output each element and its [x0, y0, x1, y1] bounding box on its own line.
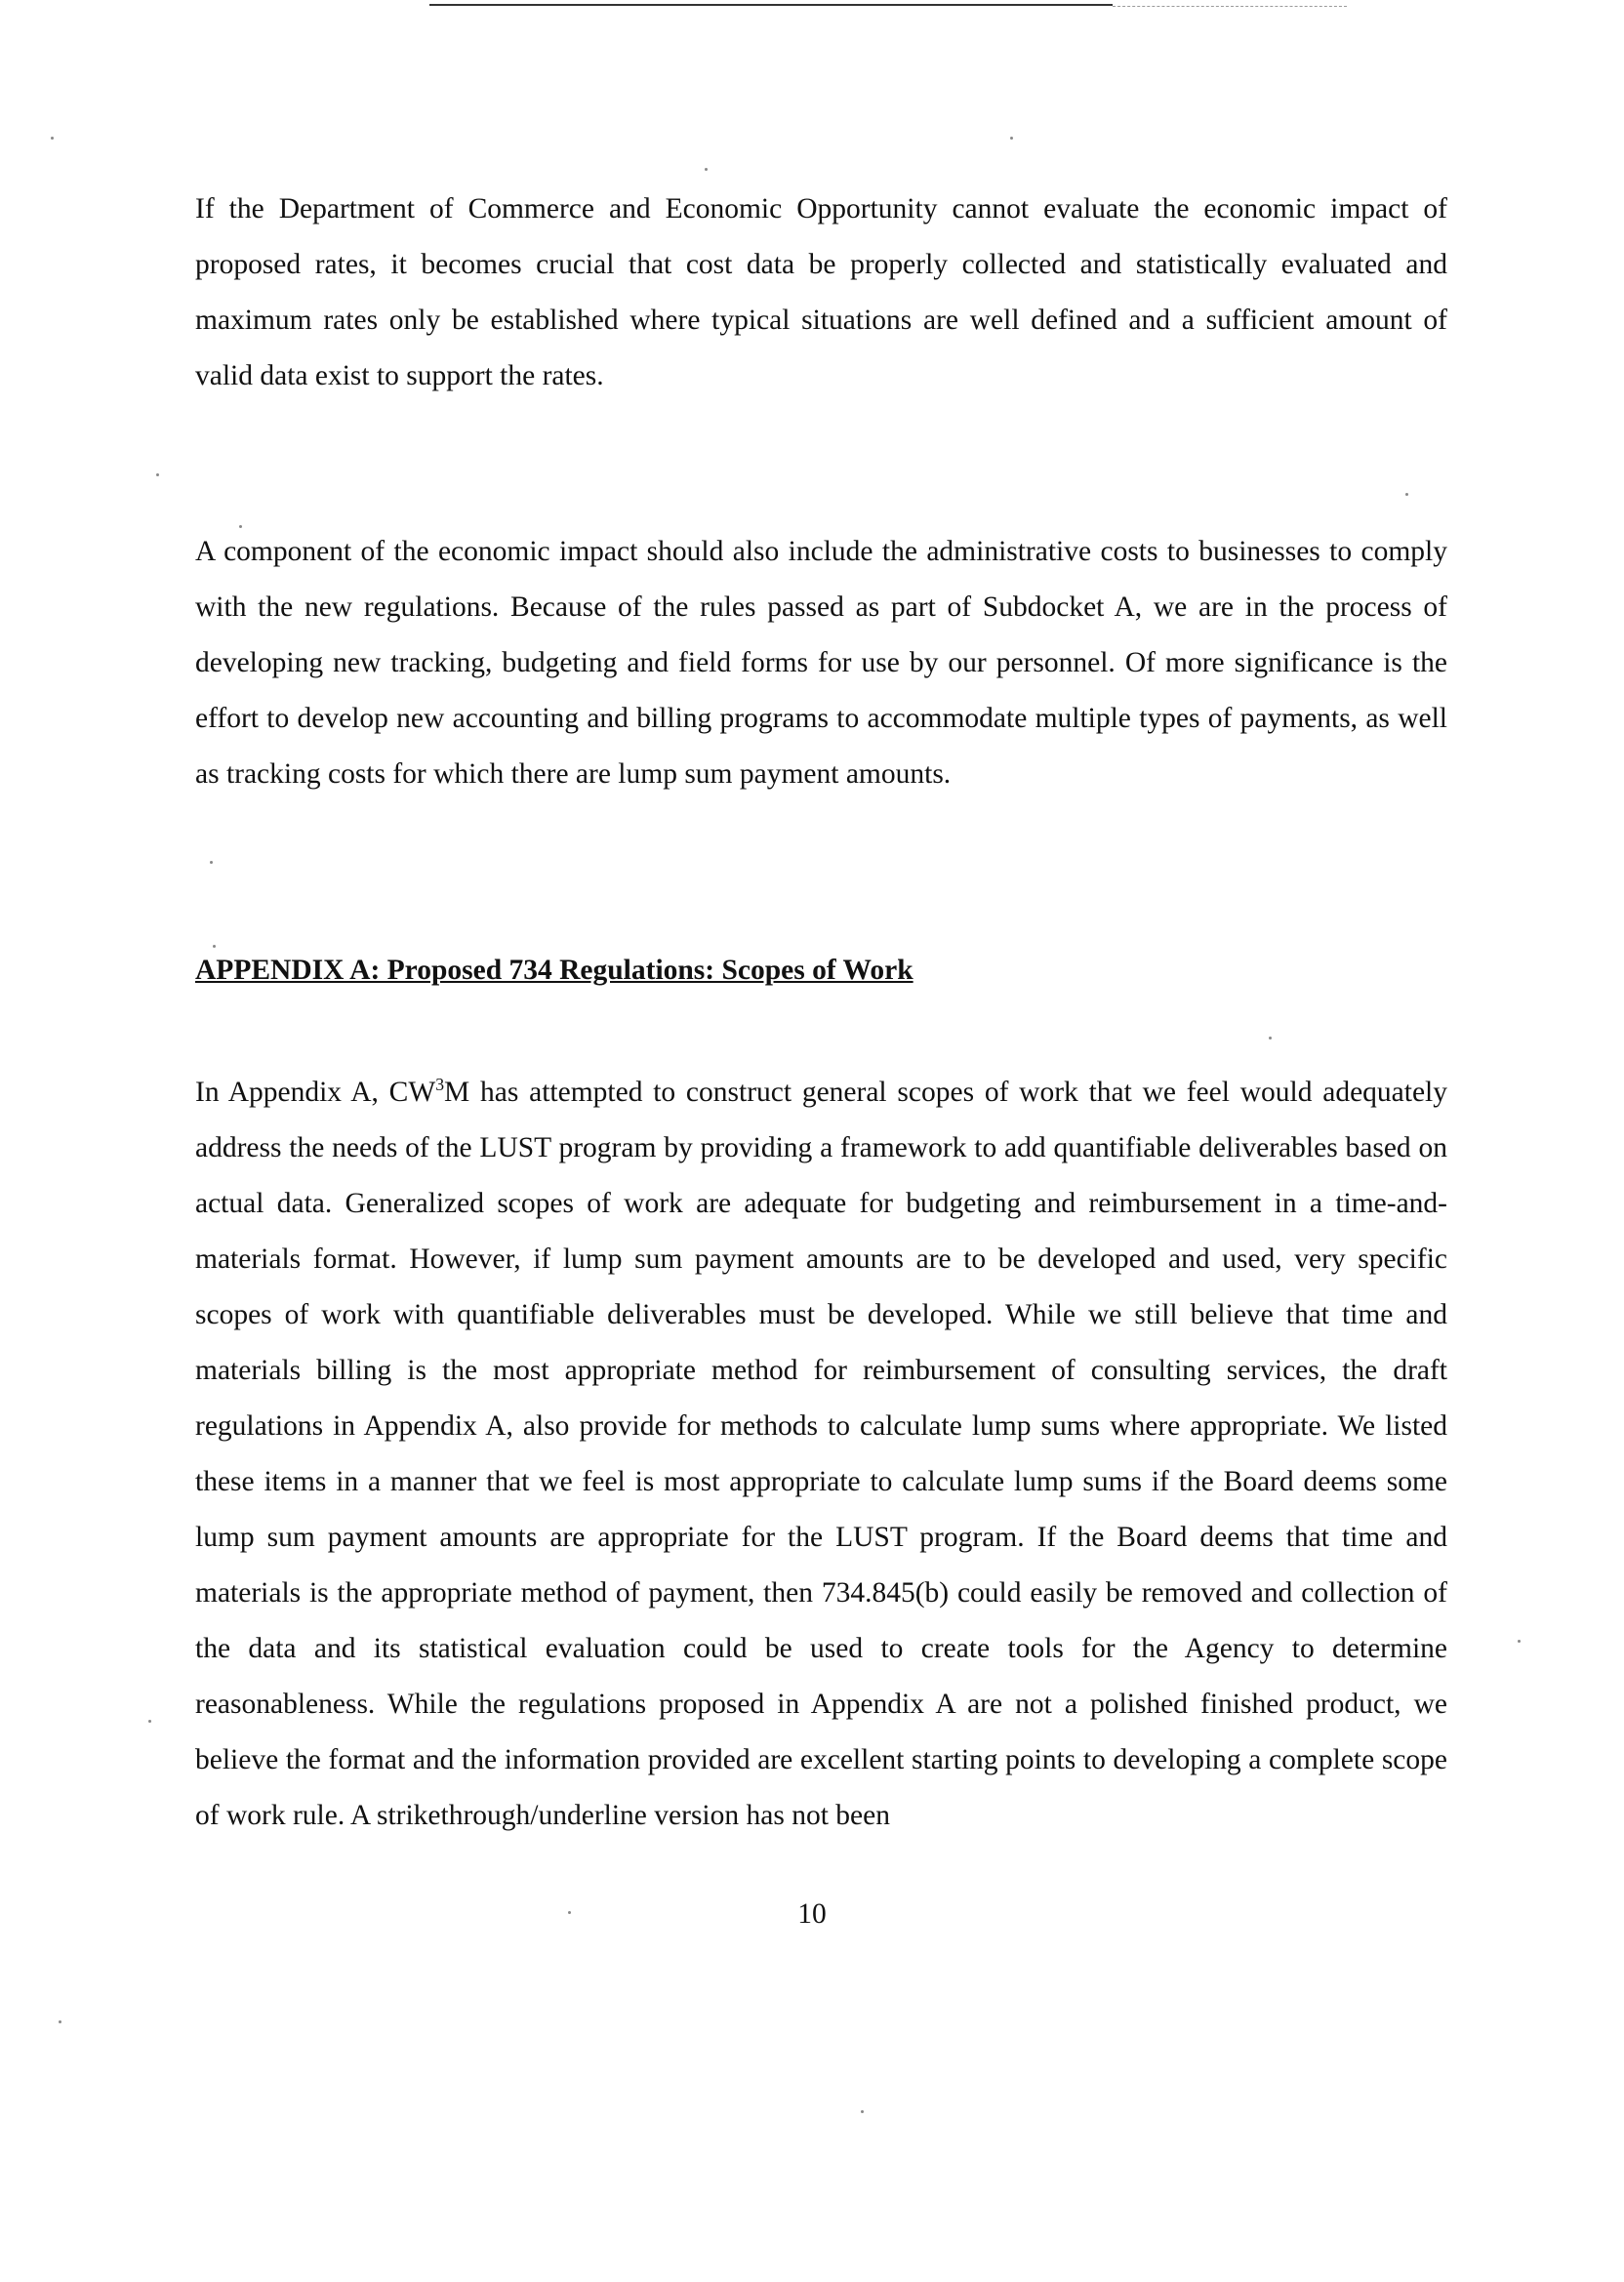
paragraph-appendix-a [195, 1065, 1447, 1844]
scan-speck [1269, 1037, 1272, 1039]
scan-speck [213, 945, 216, 948]
scan-speck [861, 2110, 864, 2113]
scan-speck [51, 137, 54, 140]
top-scan-rule-faint [1113, 6, 1347, 7]
scan-speck [210, 861, 213, 864]
scan-speck [1405, 493, 1408, 496]
page-number: 10 [797, 1898, 827, 1930]
scan-speck [239, 525, 242, 528]
top-scan-rule [429, 4, 1113, 6]
scan-speck [1518, 1640, 1521, 1643]
appendix-lead-text: In Appendix A, CW [195, 1077, 436, 1108]
scan-speck [148, 1720, 151, 1723]
scan-speck [1010, 137, 1013, 140]
cw3m-superscript: 3 [435, 1075, 445, 1095]
appendix-body-text: M has attempted to construct general scopes of work that we feel would adequately address the needs of the LUST program by providing a framework to add quantifiable deliverables based on actual data. Generalized scopes of work are adequate for budgeting and reimbursement in a time-and-materials format. However, if lump sum payment amounts are to be developed and used, very specific scopes of work with quantifiable deliverables must be developed. While we still believe that time and materials billing is the most appropriate method for reimbursement of consulting services, the draft regulations in Appendix A, also provide for methods to calculate lump sums where appropriate. We listed these items in a manner that we feel is most appropriate to calculate lump sums if the Board deems some lump sum payment amounts are appropriate for the LUST program. If the Board deems that time and materials is the appropriate method of payment, then 734.845(b) could easily be removed and collection of the data and its statistical evaluation could be used to create tools for the Agency to determine reasonableness. While the regulations proposed in Appendix A are not a polished finished product, we believe the format and the information provided are excellent starting points to developing a complete scope of work rule. A strikethrough/underline version has not been [195, 1077, 1448, 1831]
paragraph-administrative-costs: A component of the economic impact should also include the administrative costs to businesses to comply with the new regulations. Because of the rules passed as part of Subdocket A, we are in the process of developing new tracking, budgeting and field forms for use by our personnel. Of more significance is the effort to develop new accounting and billing programs to accommodate multiple types of payments, as well as tracking costs for which there are lump sum payment amounts. [195, 536, 1447, 790]
scan-speck [705, 168, 708, 171]
scan-speck [568, 1911, 571, 1914]
appendix-a-heading: APPENDIX A: Proposed 734 Regulations: Scopes of Work [195, 955, 914, 986]
scan-speck [59, 2020, 61, 2023]
scan-speck [156, 473, 159, 476]
paragraph-economic-impact: If the Department of Commerce and Economic Opportunity cannot evaluate the economic impact of proposed rates, it becomes crucial that cost data be properly collected and statistically evaluated and maximum rates only be established where typical situations are well defined and a sufficient amount of valid data exist to support the rates. [195, 193, 1447, 391]
